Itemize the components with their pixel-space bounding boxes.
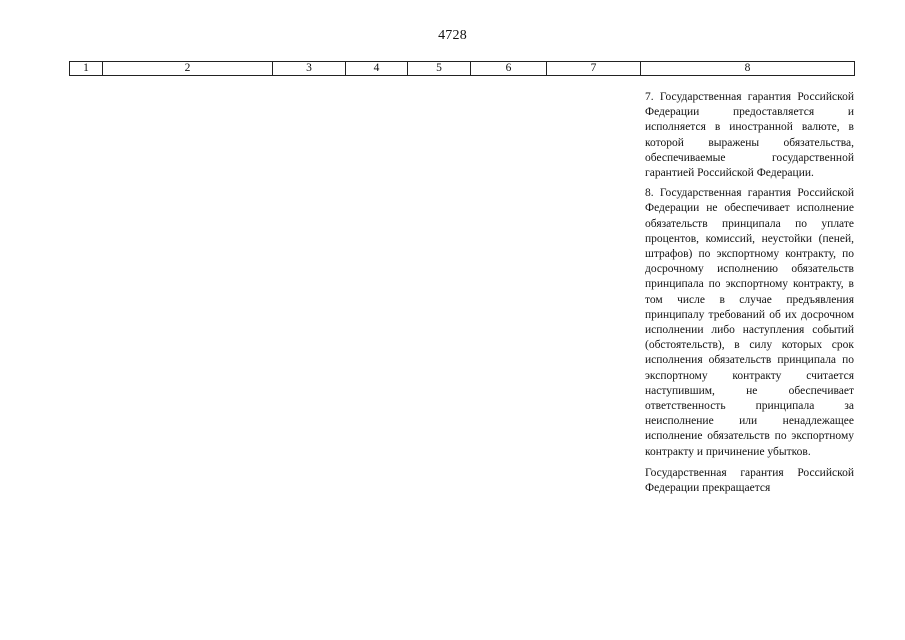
column-number-header	[69, 61, 855, 76]
column-number-6: 6	[471, 62, 547, 75]
column-number-3: 3	[273, 62, 346, 75]
column-number-5: 5	[408, 62, 471, 75]
paragraph-item-7: 7. Государственная гарантия Российской Федерации предоставляется и исполняется в иностранной валюте, в которой выражены обязательства, обеспечиваемые государственной гарантией Российской Федерации.	[645, 91, 854, 180]
column-number-8: 8	[744, 62, 751, 74]
column-number-1: 1	[70, 62, 103, 75]
column-number-7: 7	[547, 62, 641, 75]
paragraph-item-8: 8. Государственная гарантия Российской Федерации не обеспечивает исполнение обязательств принципала по уплате процентов, комиссий, неустойки (пеней, штрафов) по экспортному контракту, по досрочному исполнению обязательств принципала по экспортному контракту, в том числе в случае предъявления принципалу требований об их досрочном исполнении либо наступления событий (обстоятельств), в силу которых срок исполнения обязательств принципала по экспортному контракту считается наступившим, не обеспечивает ответственность принципала за неисполнение или ненадлежащее исполнение обязательств по экспортному контракту и причинение убытков.	[645, 187, 854, 458]
column-number-4: 4	[346, 62, 408, 75]
paragraph-guarantee-termination: Государственная гарантия Российской Федерации прекращается	[645, 466, 854, 495]
column-number-2: 2	[103, 62, 273, 75]
page-number: 4728	[438, 28, 467, 43]
column-8-content	[645, 90, 854, 501]
